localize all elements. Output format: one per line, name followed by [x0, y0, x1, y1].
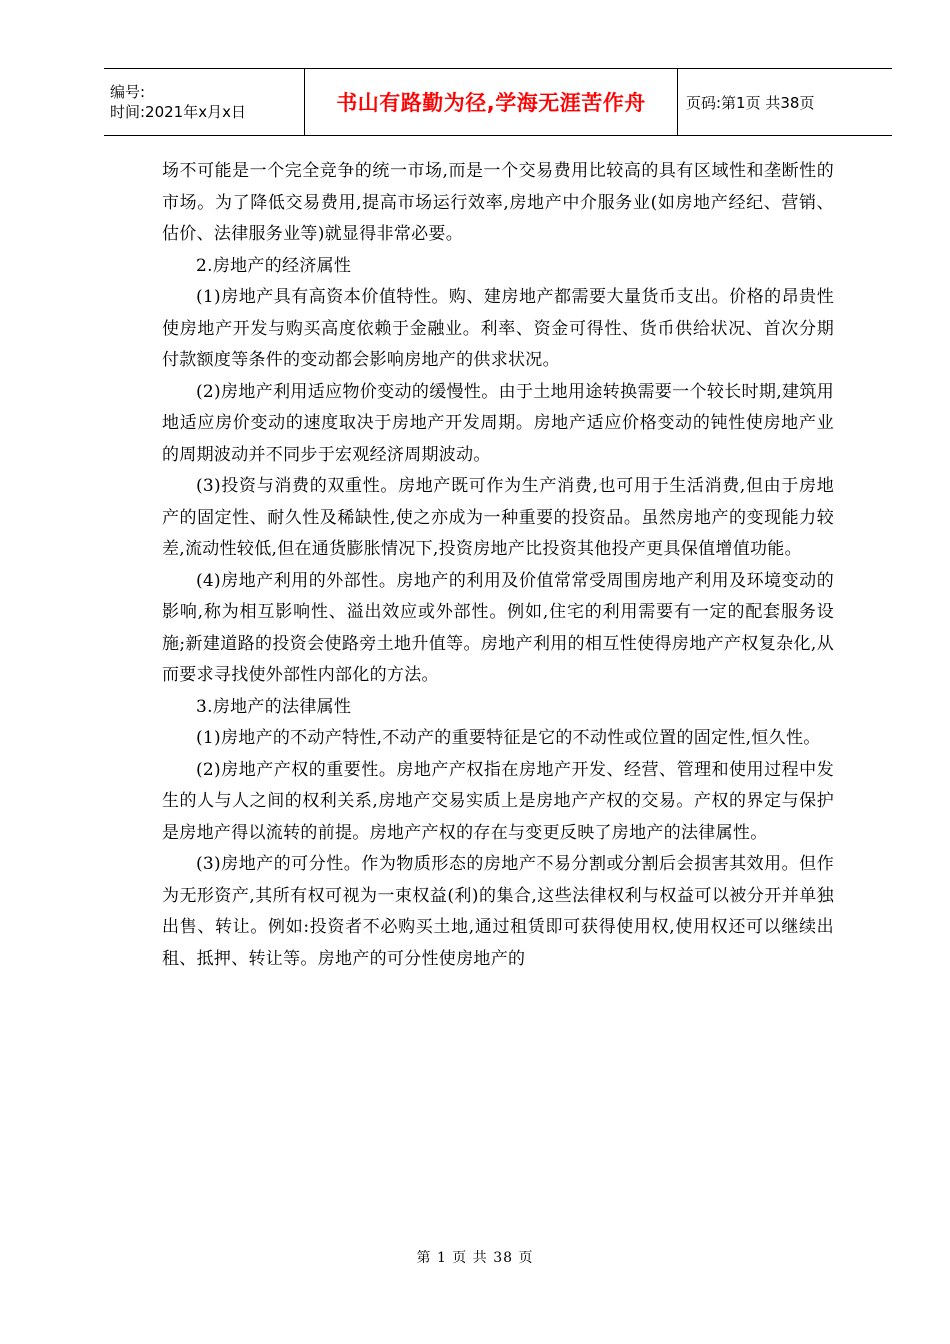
paragraph: (2)房地产利用适应物价变动的缓慢性。由于土地用途转换需要一个较长时期,建筑用地适应房价变动的速度取决于房地产开发周期。房地产适应价格变动的钝性使房地产业的周期波动并不同步于宏观经济周期波动。 — [162, 381, 834, 465]
header-motto-cell — [304, 69, 678, 135]
section-heading: 3.房地产的法律属性 — [196, 696, 352, 717]
page-header — [104, 68, 892, 136]
paragraph: (2)房地产产权的重要性。房地产产权指在房地产开发、经营、管理和使用过程中发生的人与人之间的权利关系,房地产交易实质上是房地产产权的交易。产权的界定与保护是房地产得以流转的前提。房地产产权的存在与变更反映了房地产的法律属性。 — [162, 759, 834, 843]
paragraph: (1)房地产具有高资本价值特性。购、建房地产都需要大量货币支出。价格的昂贵性使房地产开发与购买高度依赖于金融业。利率、资金可得性、货币供给状况、首次分期付款额度等条件的变动都会影响房地产的供求状况。 — [162, 287, 834, 370]
page-footer: 第 1 页 共 38 页 — [416, 1250, 534, 1266]
section-heading: 2.房地产的经济属性 — [196, 255, 352, 276]
header-page-info — [678, 69, 892, 135]
paragraph: (4)房地产利用的外部性。房地产的利用及价值常常受周围房地产利用及环境变动的影响,称为相互影响性、溢出效应或外部性。例如,住宅的利用需要有一定的配套服务设施;新建道路的投资会使路旁土地升值等。房地产利用的相互性使得房地产产权复杂化,从而要求寻找使外部性内部化的方法。 — [162, 570, 834, 685]
body-text — [162, 156, 834, 975]
motto-text: 书山有路勤为径,学海无涯苦作舟 — [336, 91, 646, 115]
date-label: 时间:2021年x月x日 — [110, 103, 246, 121]
header-meta — [104, 69, 304, 135]
paragraph: (1)房地产的不动产特性,不动产的重要特征是它的不动性或位置的固定性,恒久性。 — [196, 728, 821, 748]
paragraph: 场不可能是一个完全竞争的统一市场,而是一个交易费用比较高的具有区域性和垄断性的市场。为了降低交易费用,提高市场运行效率,房地产中介服务业(如房地产经纪、营销、估价、法律服务业等)就显得非常必要。 — [162, 161, 834, 244]
code-label: 编号: — [110, 83, 146, 101]
paragraph: (3)投资与消费的双重性。房地产既可作为生产消费,也可用于生活消费,但由于房地产的固定性、耐久性及稀缺性,使之亦成为一种重要的投资品。虽然房地产的变现能力较差,流动性较低,但在通货膨胀情况下,投资房地产比投资其他投产更具保值增值功能。 — [162, 476, 834, 559]
paragraph: (3)房地产的可分性。作为物质形态的房地产不易分割或分割后会损害其效用。但作为无形资产,其所有权可视为一束权益(利)的集合,这些法律权利与权益可以被分开并单独出售、转让。例如:投资者不必购买土地,通过租赁即可获得使用权,使用权还可以继续出租、抵押、转让等。房地产的可分性使房地产的 — [162, 854, 834, 969]
page-info-text: 页码:第1页 共38页 — [686, 93, 815, 112]
